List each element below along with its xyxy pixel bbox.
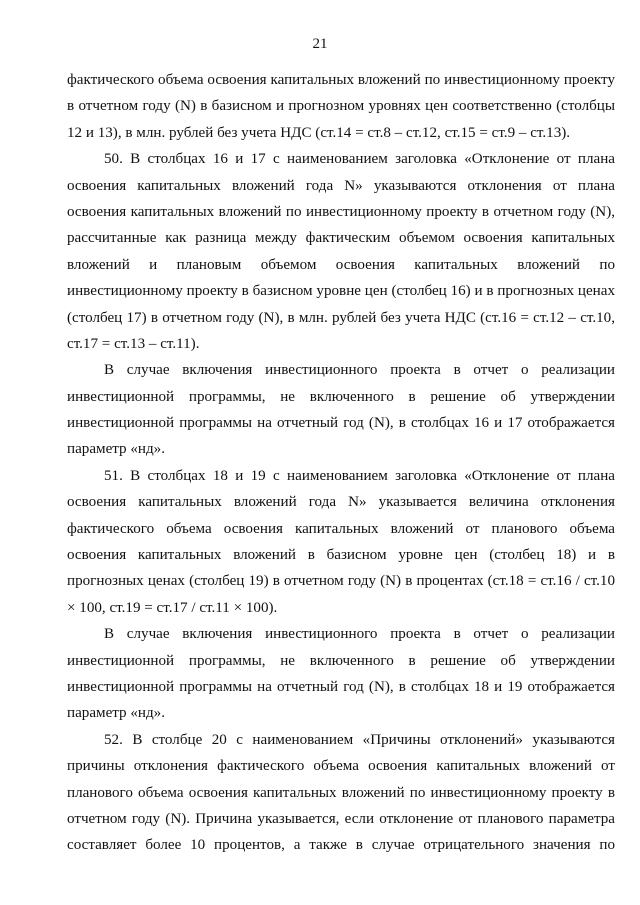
text-line: 12 и 13), в млн. рублей без учета НДС (ст.14 = ст.8 – ст.12, ст.15 = ст.9 – ст.13). — [67, 124, 571, 141]
text-line: инвестиционной программы, не включенного в решение об утверждении — [67, 388, 615, 405]
text-line: инвестиционному проекту в базисном уровне цен (столбец 16) и в прогнозных ценах — [67, 283, 615, 300]
text-line: фактического объема освоения капитальных вложений по инвестиционному проекту — [67, 72, 615, 88]
text-line: 50. В столбцах 16 и 17 с наименованием заголовка «Отклонение от плана — [104, 151, 615, 168]
text-line: В случае включения инвестиционного проекта в отчет о реализации — [104, 362, 615, 379]
text-line: освоения капитальных вложений года N» указывается величина отклонения — [67, 494, 615, 511]
text-line: параметр «нд». — [67, 705, 165, 722]
page-number: 21 — [312, 36, 328, 52]
text-line: В случае включения инвестиционного проекта в отчет о реализации — [104, 626, 615, 643]
text-line: × 100, ст.19 = ст.17 / ст.11 × 100). — [67, 599, 278, 616]
text-line: освоения капитальных вложений года N» указываются отклонения от плана — [67, 177, 615, 194]
text-line: инвестиционной программы, не включенного в решение об утверждении — [67, 652, 615, 669]
text-line: освоения капитальных вложений по инвестиционному проекту в отчетном году (N), — [67, 203, 615, 220]
text-line: параметр «нд». — [67, 441, 165, 458]
text-line: инвестиционной программы на отчетный год (N), в столбцах 16 и 17 отображается — [67, 415, 615, 432]
text-line: фактического объема освоения капитальных вложений от планового объема — [67, 520, 615, 537]
text-line: 51. В столбцах 18 и 19 с наименованием заголовка «Отклонение от плана — [104, 467, 615, 484]
text-line: освоения капитальных вложений в базисном уровне цен (столбец 18) и в — [67, 547, 615, 564]
text-line: составляет более 10 процентов, а также в случае отрицательного значения по — [67, 837, 615, 854]
text-line: планового объема освоения капитальных вложений по инвестиционному проекту в — [67, 784, 615, 801]
text-line: прогнозных ценах (столбец 19) в отчетном году (N) в процентах (ст.18 = ст.16 / ст.10 — [67, 573, 615, 590]
text-line: в отчетном году (N) в базисном и прогнозном уровнях цен соответственно (столбцы — [67, 98, 615, 115]
text-line: 52. В столбце 20 с наименованием «Причины отклонений» указываются — [104, 731, 615, 748]
text-line: вложений и плановым объемом освоения капитальных вложений по — [67, 256, 615, 273]
document-body — [67, 67, 615, 859]
text-line: ст.17 = ст.13 – ст.11). — [67, 335, 200, 352]
text-line: (столбец 17) в отчетном году (N), в млн. рублей без учета НДС (ст.16 = ст.12 – ст.10, — [67, 309, 615, 326]
text-line: причины отклонения фактического объема освоения капитальных вложений от — [67, 758, 615, 775]
text-line: инвестиционной программы на отчетный год (N), в столбцах 18 и 19 отображается — [67, 678, 615, 695]
text-line: рассчитанные как разница между фактическим объемом освоения капитальных — [67, 230, 615, 247]
text-line: отчетном году (N). Причина указывается, если отклонение от планового параметра — [67, 810, 615, 827]
